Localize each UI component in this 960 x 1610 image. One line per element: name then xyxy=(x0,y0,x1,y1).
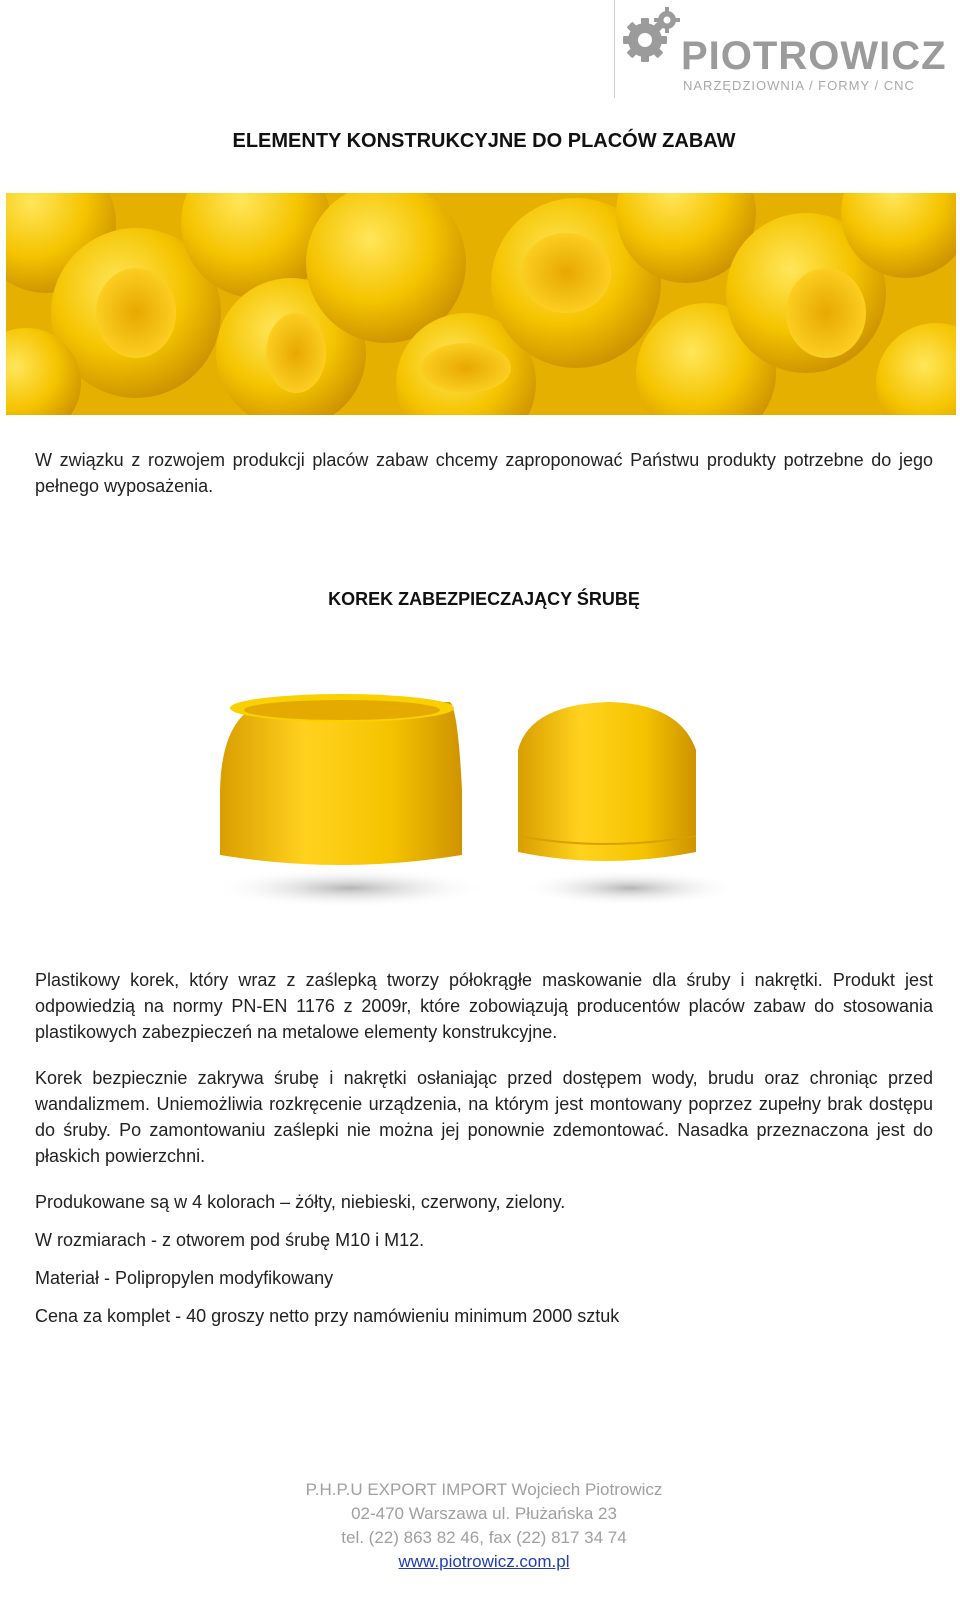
footer-phone: tel. (22) 863 82 46, fax (22) 817 34 74 xyxy=(341,1528,627,1547)
section-title: KOREK ZABEZPIECZAJĄCY ŚRUBĘ xyxy=(328,589,640,609)
footer-website-link[interactable]: www.piotrowicz.com.pl xyxy=(398,1552,570,1571)
logo-name: PIOTROWICZ xyxy=(681,34,947,78)
spec-sizes: W rozmiarach - z otworem pod śrubę M10 i M12. xyxy=(35,1230,425,1250)
product-image xyxy=(200,690,780,950)
spec-material: Materiał - Polipropylen modyfikowany xyxy=(35,1268,334,1288)
bolt-cap-products xyxy=(200,690,780,950)
banner-image xyxy=(6,193,956,415)
description-paragraph-1: Plastikowy korek, który wraz z zaślepką tworzy półokrągłe maskowanie dla śruby i nakrętki. Produkt jest odpowiedzią na normy PN-EN 1176 z 2009r, które zobowiązują producentów placów zabaw do stosowania plastikowych zabezpieczeń na metalowe elementy konstrukcyjne. xyxy=(35,970,933,1042)
gear-icon xyxy=(619,4,683,70)
footer xyxy=(0,1478,960,1574)
yellow-caps-photo xyxy=(6,193,956,415)
company-logo xyxy=(614,0,947,98)
footer-address: 02-470 Warszawa ul. Płużańska 23 xyxy=(351,1504,617,1523)
page-title: ELEMENTY KONSTRUKCYJNE DO PLACÓW ZABAW xyxy=(232,130,736,152)
footer-company: P.H.P.U EXPORT IMPORT Wojciech Piotrowicz xyxy=(305,1480,663,1499)
spec-price: Cena za komplet - 40 groszy netto przy namówieniu minimum 2000 sztuk xyxy=(35,1306,620,1326)
description-paragraph-2: Korek bezpiecznie zakrywa śrubę i nakrętki osłaniając przed dostępem wody, brudu oraz chroniąc przed wandalizmem. Uniemożliwia rozkręcenie urządzenia, na którym jest montowany poprzez zupełny brak dostępu do śruby. Po zamontowaniu zaślepki nie można jej ponownie zdemontować. Nasadka przeznaczona jest do płaskich powierzchni. xyxy=(35,1068,933,1166)
intro-paragraph: W związku z rozwojem produkcji placów zabaw chcemy zaproponować Państwu produkty potrzebne do jego pełnego wyposażenia. xyxy=(35,450,933,496)
logo-tagline: NARZĘDZIOWNIA / FORMY / CNC xyxy=(683,78,915,93)
spec-colors: Produkowane są w 4 kolorach – żółty, niebieski, czerwony, zielony. xyxy=(35,1192,566,1212)
